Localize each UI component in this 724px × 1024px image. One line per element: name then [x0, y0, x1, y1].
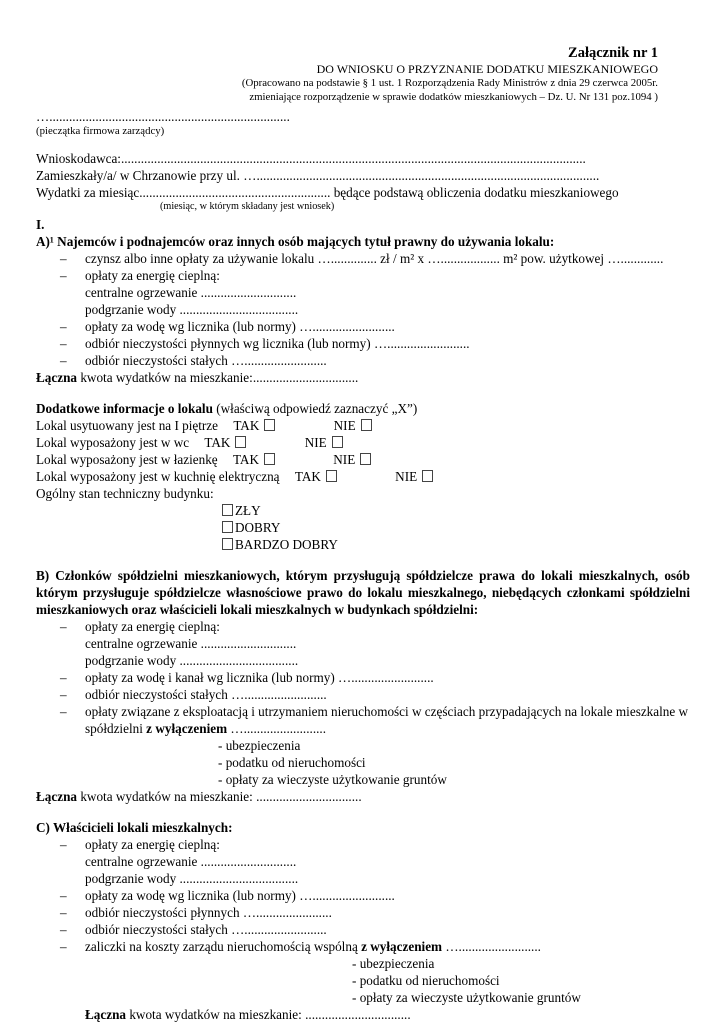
item-nieczystosci-stale — [36, 686, 690, 703]
applicant-line: Wnioskodawca:............................................................................................................................................. — [36, 151, 586, 166]
item-nieczystosci-plynne — [36, 335, 690, 352]
exclusion-podatek: - podatku od nieruchomości — [352, 973, 500, 988]
section-c-total — [85, 1006, 690, 1023]
item-eksploatacja — [36, 703, 690, 737]
exclusion-podatek: - podatku od nieruchomości — [218, 755, 366, 770]
zaliczki-bold: z wyłączeniem — [361, 939, 443, 954]
nie-checkbox — [422, 470, 433, 482]
question-label: Lokal usytuowany jest na I piętrze — [36, 418, 219, 433]
item-centralne-ogrzewanie: centralne ogrzewanie ............................. — [85, 636, 297, 651]
exclusion-wieczyste: - opłaty za wieczyste użytkowanie gruntów — [352, 990, 581, 1005]
item-woda — [36, 318, 690, 335]
additional-info-heading-bold: Dodatkowe informacje o lokalu — [36, 401, 213, 416]
total-dots: kwota wydatków na mieszkanie: ................................ — [126, 1007, 411, 1022]
item-czynsz — [36, 250, 690, 267]
option-checkbox — [222, 521, 233, 533]
item-woda-kanal-text: opłaty za wodę i kanał wg licznika (lub normy) …......................... — [85, 670, 434, 685]
item-nieczystosci-plynne — [36, 904, 690, 921]
exclusion-ubezpieczenia: - ubezpieczenia — [352, 956, 435, 971]
attachment-number: Załącznik nr 1 — [568, 45, 658, 61]
nie-label: NIE — [395, 469, 418, 484]
nie-label: NIE — [333, 418, 356, 433]
exclusion-dots: …......................... — [227, 721, 326, 736]
total-label-bold: Łączna — [85, 1007, 127, 1022]
item-plynne-text: odbiór nieczystości płynnych wg licznika (lub normy) …......................... — [85, 336, 470, 351]
additional-info-heading-note: (właściwą odpowiedź zaznaczyć „X”) — [212, 401, 418, 416]
building-condition-label: Ogólny stan techniczny budynku: — [36, 486, 214, 501]
item-nieczystosci-stale — [36, 352, 690, 369]
tak-checkbox — [326, 470, 337, 482]
item-czynsz-text: czynsz albo inne opłaty za używanie lokalu ….............. zł / m² x ….................. m² pow. użytkowej …............. — [85, 251, 664, 266]
dash-marker: – — [60, 336, 67, 351]
item-woda-text: opłaty za wodę wg licznika (lub normy) …......................... — [85, 888, 395, 903]
item-energia-text: opłaty za energię cieplną: — [85, 268, 220, 283]
intro-block — [36, 150, 690, 213]
tak-checkbox — [235, 436, 246, 448]
option-checkbox — [222, 538, 233, 550]
section-b-heading: B) Członków spółdzielni mieszkaniowych, którym przysługują spółdzielcze prawa do lokali mieszkalnych, osób którym przysługuje spółdzielcze własnościowe prawo do lokalu mieszkalnego, niebędących członkami spółdzielni mieszkaniowych oraz właścicieli lokali mieszkalnych w budynkach spółdzielni: — [36, 568, 690, 617]
dash-marker: – — [60, 268, 67, 283]
condition-option-dobry — [222, 519, 690, 536]
tak-label: TAK — [232, 452, 259, 467]
exclusion-bold: z wyłączeniem — [146, 721, 228, 736]
item-zaliczki — [36, 938, 690, 955]
item-woda — [36, 887, 690, 904]
item-eksploatacja-text — [85, 703, 690, 737]
item-energia-cieplna — [36, 836, 690, 853]
stamp-placeholder-line: …......................................................................... — [36, 109, 290, 124]
dash-marker: – — [60, 939, 67, 954]
item-stale-text: odbiór nieczystości stałych …......................... — [85, 922, 327, 937]
additional-info-heading — [36, 400, 690, 417]
address-line: Zamieszkały/a/ w Chrzanowie przy ul. …........................................................................................................ — [36, 168, 600, 183]
question-wc — [36, 434, 690, 451]
dash-marker: – — [60, 704, 67, 719]
tak-label: TAK — [294, 469, 321, 484]
document-header — [36, 44, 658, 104]
dash-marker: – — [60, 319, 67, 334]
section-i-label: I. — [36, 217, 45, 232]
zaliczki-dots: …......................... — [442, 939, 541, 954]
nie-label: NIE — [304, 435, 327, 450]
legal-basis-line2: zmieniające rozporządzenie w sprawie dodatków mieszkaniowych – Dz. U. Nr 131 poz.1094 ) — [249, 90, 658, 103]
item-podgrzanie-wody: podgrzanie wody .................................... — [85, 653, 299, 668]
dash-marker: – — [60, 251, 67, 266]
question-label: Lokal wyposażony jest w kuchnię elektryczną — [36, 469, 280, 484]
total-label-bold: Łączna — [36, 789, 78, 804]
question-first-floor — [36, 417, 690, 434]
option-checkbox — [222, 504, 233, 516]
expenses-month-note: (miesiąc, w którym składany jest wniosek) — [160, 201, 335, 212]
dash-marker: – — [60, 619, 67, 634]
exclusion-wieczyste: - opłaty za wieczyste użytkowanie gruntów — [218, 772, 447, 787]
item-energia-cieplna — [36, 618, 690, 635]
total-label-bold: Łączna — [36, 370, 78, 385]
dash-marker: – — [60, 922, 67, 937]
item-stale-text: odbiór nieczystości stałych …......................... — [85, 353, 327, 368]
item-zaliczki-text — [85, 938, 690, 955]
tak-label: TAK — [233, 418, 260, 433]
stamp-block — [36, 108, 690, 138]
nie-checkbox — [361, 419, 372, 431]
item-centralne-ogrzewanie: centralne ogrzewanie ............................. — [85, 854, 297, 869]
item-energia-text: opłaty za energię cieplną: — [85, 837, 220, 852]
question-label: Lokal wyposażony jest w łazienkę — [36, 452, 218, 467]
nie-label: NIE — [333, 452, 356, 467]
item-podgrzanie-wody: podgrzanie wody .................................... — [85, 302, 299, 317]
zaliczki-pre: zaliczki na koszty zarządu nieruchomością wspólną — [85, 939, 362, 954]
dash-marker: – — [60, 670, 67, 685]
nie-checkbox — [360, 453, 371, 465]
item-energia-text: opłaty za energię cieplną: — [85, 619, 220, 634]
dash-marker: – — [60, 687, 67, 702]
condition-option-bardzo-dobry — [222, 536, 690, 553]
exclusion-ubezpieczenia: - ubezpieczenia — [218, 738, 301, 753]
item-nieczystosci-stale — [36, 921, 690, 938]
condition-option-zly — [222, 502, 690, 519]
dash-marker: – — [60, 837, 67, 852]
item-plynne-text: odbiór nieczystości płynnych …....................... — [85, 905, 332, 920]
dash-marker: – — [60, 888, 67, 903]
dash-marker: – — [60, 905, 67, 920]
total-dots: kwota wydatków na mieszkanie: ................................ — [77, 789, 362, 804]
tak-checkbox — [264, 453, 275, 465]
tak-label: TAK — [204, 435, 231, 450]
option-label: DOBRY — [235, 520, 281, 535]
dash-marker: – — [60, 353, 67, 368]
section-b-total — [36, 788, 690, 805]
item-centralne-ogrzewanie: centralne ogrzewanie ............................. — [85, 285, 297, 300]
section-a-heading: A)¹ Najemców i podnajemców oraz innych osób mających tytuł prawny do używania lokalu: — [36, 234, 555, 249]
stamp-caption: (pieczątka firmowa zarządcy) — [36, 125, 165, 137]
form-title: DO WNIOSKU O PRZYZNANIE DODATKU MIESZKANIOWEGO — [316, 62, 658, 76]
item-woda-text: opłaty za wodę wg licznika (lub normy) …......................... — [85, 319, 395, 334]
option-label: BARDZO DOBRY — [235, 537, 338, 552]
item-podgrzanie-wody: podgrzanie wody .................................... — [85, 871, 299, 886]
item-woda-kanal — [36, 669, 690, 686]
question-bathroom — [36, 451, 690, 468]
question-label: Lokal wyposażony jest w wc — [36, 435, 190, 450]
exclusion-pre: opłaty związane z eksploatacją i utrzymaniem nieruchomości w częściach przypadających na lokale mieszkalne w spółdzielni — [85, 704, 689, 736]
item-stale-text: odbiór nieczystości stałych …......................... — [85, 687, 327, 702]
expenses-line: Wydatki za miesiąc.......................................................... będące podstawą obliczenia dodatku mieszkaniowego — [36, 185, 619, 200]
nie-checkbox — [332, 436, 343, 448]
section-a-total — [36, 369, 690, 386]
legal-basis-line1: (Opracowano na podstawie § 1 ust. 1 Rozporządzenia Rady Ministrów z dnia 29 czerwca 2005r. — [241, 77, 658, 89]
tak-checkbox — [264, 419, 275, 431]
item-energia-cieplna — [36, 267, 690, 284]
option-label: ZŁY — [235, 503, 261, 518]
section-c-heading: C) Właścicieli lokali mieszkalnych: — [36, 820, 233, 835]
total-dots: kwota wydatków na mieszkanie:................................ — [77, 370, 359, 385]
question-electric-kitchen — [36, 468, 690, 485]
